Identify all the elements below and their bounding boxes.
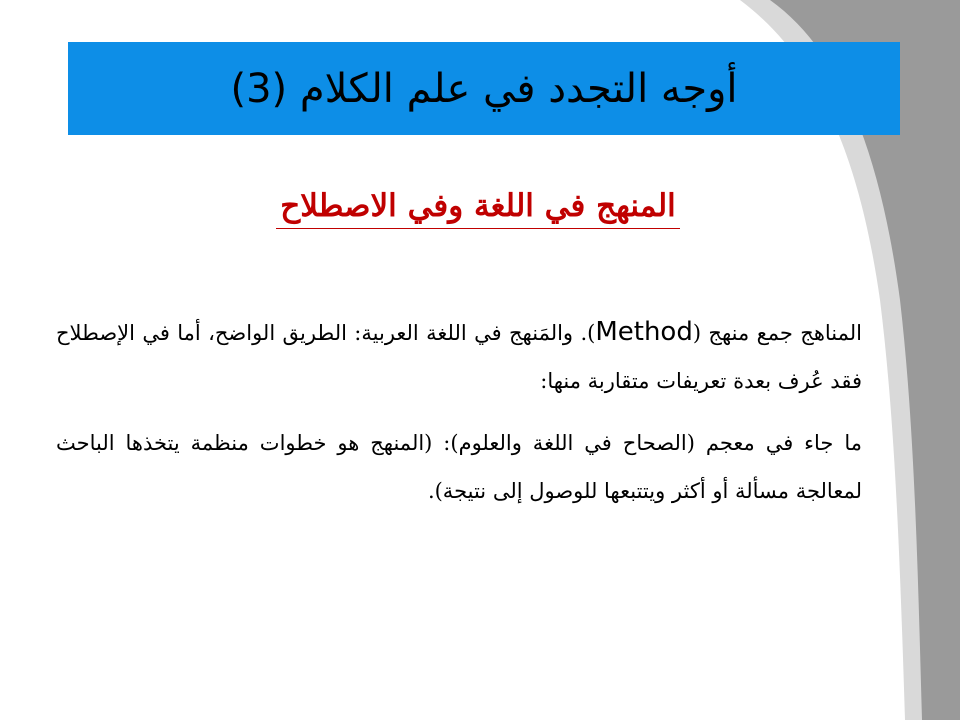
paragraph-1-part-b: ). والمَنهج في اللغة العربية: الطريق الواضح، أما في الإصطلاح فقد عُرف بعدة تعريفات متقاربة منها: [56, 321, 862, 393]
subtitle-text: المنهج في اللغة وفي الاصطلاح [276, 188, 680, 229]
paragraph-1 [56, 308, 862, 405]
subtitle-heading [200, 188, 756, 229]
title-bar [68, 42, 900, 135]
slide-title: أوجه التجدد في علم الكلام (3) [230, 65, 738, 112]
paragraph-2: ما جاء في معجم (الصحاح في اللغة والعلوم): (المنهج هو خطوات منظمة يتخذها الباحث لمعالجة مسألة أو أكثر ويتتبعها للوصول إلى نتيجة). [56, 431, 862, 503]
content-body [56, 308, 862, 529]
paragraph-1-part-a: المناهج جمع منهج ( [692, 321, 862, 345]
latin-term: Method [595, 317, 693, 347]
